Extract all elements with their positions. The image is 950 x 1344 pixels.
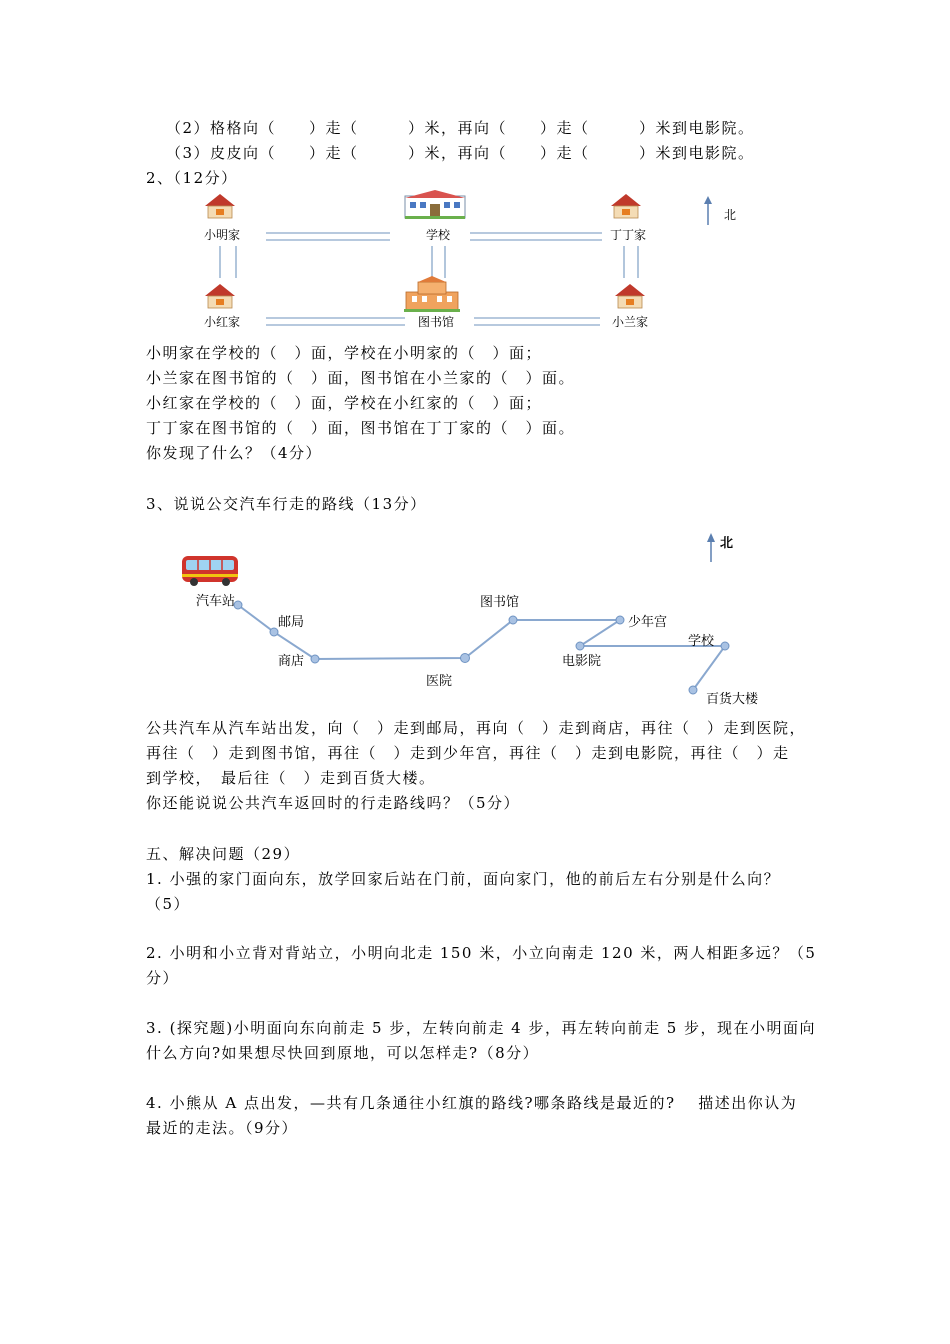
s5-q2-line-1: 2. 小明和小立背对背站立，小明向北走 150 米，小立向南走 120 米，两人相距多远？（5 <box>146 944 817 962</box>
north-arrow-icon-2 <box>707 533 715 562</box>
label-school: 学校 <box>426 228 451 242</box>
q3-line-1: 公共汽车从汽车站出发，向（ ）走到邮局，再向（ ）走到商店，再往（ ）走到医院， <box>146 719 807 737</box>
label-library: 图书馆 <box>418 315 455 329</box>
q1-line-3: （3）皮皮向（ ）走（ ）米，再向（ ）走（ ）米到电影院。 <box>166 144 755 162</box>
stop-dot-library <box>509 616 517 624</box>
label-xiaoming-home: 小明家 <box>204 228 241 242</box>
label-xiaohong-home: 小红家 <box>204 315 241 329</box>
q3-heading: 3、说说公交汽车行走的路线（13分） <box>146 495 427 513</box>
s5-q1-line-1: 1. 小强的家门面向东，放学回家后站在门前，面向家门，他的前后左右分别是什么向？ <box>146 870 781 888</box>
s5-q3-line-1: 3. (探究题)小明面向东向前走 5 步，左转向前走 4 步，再左转向前走 5 步，现在小明面向 <box>146 1019 817 1037</box>
label-xiaolan-home: 小兰家 <box>612 315 649 329</box>
label-hospital: 医院 <box>426 674 453 689</box>
label-cinema: 电影院 <box>562 654 602 669</box>
stop-dot-cinema <box>576 642 584 650</box>
stop-dot-shop <box>311 655 319 663</box>
stop-dot-school <box>721 642 729 650</box>
stop-dot-hospital <box>461 654 470 663</box>
q2-line-1: 小明家在学校的（ ）面，学校在小明家的（ ）面； <box>146 344 543 362</box>
q2-line-2: 小兰家在图书馆的（ ）面，图书馆在小兰家的（ ）面。 <box>146 369 576 387</box>
north-label-2: 北 <box>720 536 734 551</box>
q1-line-2: （2）格格向（ ）走（ ）米，再向（ ）走（ ）米到电影院。 <box>166 119 755 137</box>
q3-line-4: 你还能说说公共汽车返回时的行走路线吗？（5分） <box>146 794 521 812</box>
q3-line-2: 再往（ ）走到图书馆，再往（ ）走到少年宫，再往（ ）走到电影院，再往（ ）走 <box>146 744 790 762</box>
q3-line-3: 到学校， 最后往（ ）走到百货大楼。 <box>146 769 436 787</box>
s5-q1-line-2: （5） <box>146 895 191 913</box>
s5-q4-line-1: 4. 小熊从 A 点出发，—共有几条通往小红旗的路线?哪条路线是最近的? 描述出你认为 <box>146 1094 798 1112</box>
stop-dot-youth-palace <box>616 616 624 624</box>
q2-line-5: 你发现了什么？（4分） <box>146 444 323 462</box>
q2-heading: 2、（12分） <box>146 169 238 187</box>
label-bus-station: 汽车站 <box>196 594 236 609</box>
stop-dot-post-office <box>270 628 278 636</box>
label-youth-palace: 少年宫 <box>628 615 668 630</box>
stop-dot-bus-station <box>234 601 242 609</box>
s5-q2-line-2: 分） <box>146 969 180 987</box>
label-post-office: 邮局 <box>278 615 305 630</box>
label-department-store: 百货大楼 <box>706 692 759 707</box>
q2-line-4: 丁丁家在图书馆的（ ）面，图书馆在丁丁家的（ ）面。 <box>146 419 576 437</box>
q2-line-3: 小红家在学校的（ ）面，学校在小红家的（ ）面； <box>146 394 543 412</box>
stop-dot-department-store <box>689 686 697 694</box>
section5-heading: 五、解决问题（29） <box>146 845 301 863</box>
s5-q4-line-2: 最近的走法。（9分） <box>146 1119 299 1137</box>
north-label: 北 <box>724 208 737 222</box>
label-dingding-home: 丁丁家 <box>610 228 647 242</box>
s5-q3-line-2: 什么方向?如果想尽快回到原地，可以怎样走?（8分） <box>146 1044 540 1062</box>
label-library-stop: 图书馆 <box>480 595 520 610</box>
label-school-stop: 学校 <box>688 634 715 649</box>
bus-icon <box>182 556 238 586</box>
label-shop: 商店 <box>278 654 305 669</box>
